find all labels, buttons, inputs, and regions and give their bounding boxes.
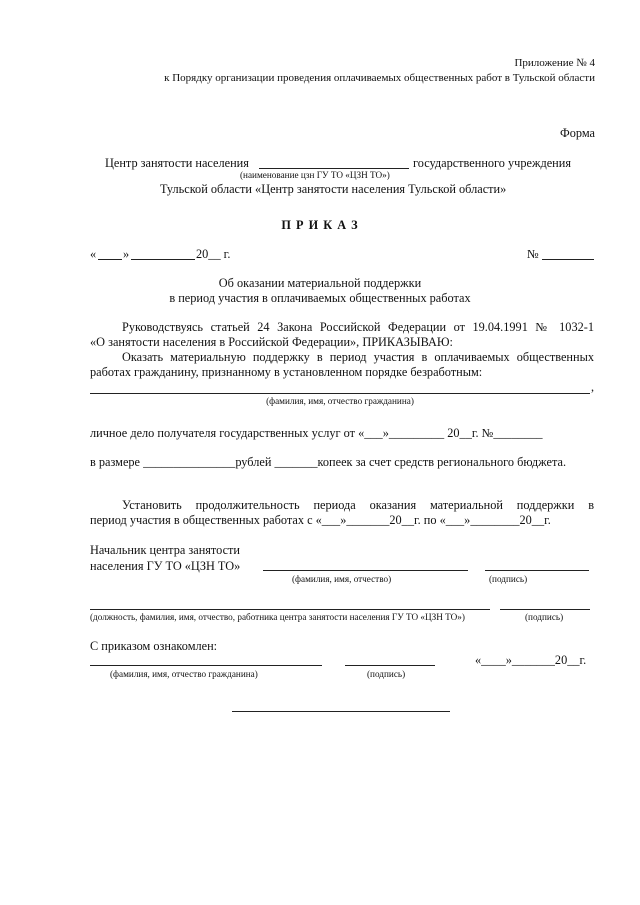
appendix-reference: к Порядку организации проведения оплачиваемых общественных работ в Тульской области (164, 72, 595, 84)
acquainted-label: С приказом ознакомлен: (90, 639, 218, 653)
order-number-blank[interactable] (542, 259, 594, 260)
subject-line-1: Об оказании материальной поддержки (218, 276, 422, 290)
date-year: 20__ г. (196, 247, 231, 261)
head-title-line-2: населения ГУ ТО «ЦЗН ТО» (90, 559, 241, 573)
acq-citizen-signature-caption: (подпись) (367, 669, 406, 679)
citizen-name-caption: (фамилия, имя, отчество гражданина) (266, 396, 414, 406)
appendix-number: Приложение № 4 (514, 57, 595, 69)
institution-name-blank[interactable] (259, 168, 409, 169)
institution-prefix: Центр занятости населения (105, 156, 249, 170)
basis-line-1: Руководствуясь статьей 24 Закона Российской Федерации от 19.04.1991 № 1032-1 (122, 320, 594, 334)
month-blank[interactable] (131, 259, 195, 260)
form-label: Форма (560, 126, 595, 140)
institution-caption: (наименование цзн ГУ ТО «ЦЗН ТО») (240, 170, 390, 180)
employee-signature-blank[interactable] (500, 609, 590, 610)
closing-separator-line (232, 711, 450, 712)
period-line-1: Установить продолжительность периода оказания материальной поддержки в (122, 498, 594, 512)
basis-line-2: «О занятости населения в Российской Федерации», ПРИКАЗЫВАЮ: (90, 335, 453, 349)
head-signature-blank[interactable] (485, 570, 589, 571)
citizen-comma: , (591, 380, 595, 394)
subject-line-2: в период участия в оплачиваемых общественных работах (169, 291, 471, 305)
amount-line: в размере _______________рублей _______копеек за счет средств регионального бюджета. (90, 455, 567, 469)
number-label: № (527, 247, 539, 261)
institution-suffix: государственного учреждения (413, 156, 571, 170)
acq-citizen-name-caption: (фамилия, имя, отчество гражданина) (110, 669, 258, 679)
employee-signature-caption: (подпись) (525, 612, 564, 622)
acq-citizen-name-blank[interactable] (90, 665, 322, 666)
acq-date: «____»_______20__г. (475, 653, 587, 667)
institution-full-name: Тульской области «Центр занятости населения Тульской области» (160, 182, 507, 196)
support-line-1: Оказать материальную поддержку в период участия в оплачиваемых общественных (122, 350, 594, 364)
citizen-name-blank[interactable] (90, 393, 590, 394)
document-title: П Р И К А З (281, 218, 359, 232)
date-open-quote: « (90, 247, 97, 261)
employee-name-blank[interactable] (90, 609, 490, 610)
head-name-caption: (фамилия, имя, отчество) (292, 574, 392, 584)
period-line-2: период участия в общественных работах с «___»_______20__г. по «___»________20__г. (90, 513, 551, 527)
day-blank[interactable] (98, 259, 122, 260)
personal-file-line: личное дело получателя государственных услуг от «___»_________ 20__г. №________ (90, 426, 543, 440)
date-close-quote: » (123, 247, 130, 261)
employee-caption: (должность, фамилия, имя, отчество, работника центра занятости населения ГУ ТО «ЦЗН ТО») (90, 612, 465, 622)
head-title-line-1: Начальник центра занятости (90, 543, 241, 557)
acq-citizen-signature-blank[interactable] (345, 665, 435, 666)
head-name-blank[interactable] (263, 570, 468, 571)
head-signature-caption: (подпись) (489, 574, 528, 584)
support-line-2: работах гражданину, признанному в установленном порядке безработным: (90, 365, 483, 379)
